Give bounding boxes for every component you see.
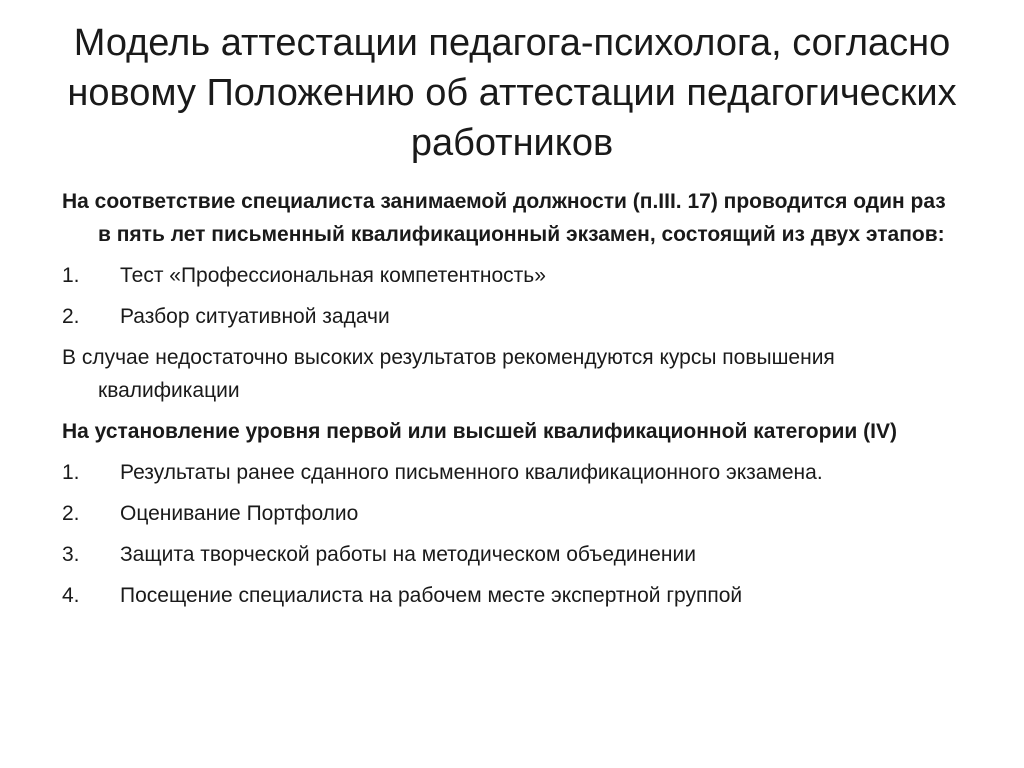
list-item-text: Разбор ситуативной задачи [120, 305, 390, 328]
list-item [62, 300, 952, 333]
list-item [62, 579, 952, 612]
list-item [62, 538, 952, 571]
section2-heading: На установление уровня первой или высшей квалификационной категории (IV) [62, 420, 897, 443]
list-item-number: 2. [62, 502, 80, 525]
list-item-text: Результаты ранее сданного письменного квалификационного экзамена. [120, 461, 823, 484]
list-item-text: Защита творческой работы на методическом объединении [120, 543, 696, 566]
list-item-text: Оценивание Портфолио [120, 502, 359, 525]
list-item-number: 1. [62, 264, 80, 287]
slide-title: Модель аттестации педагога-психолога, согласно новому Положению об аттестации педагогических работников [67, 22, 957, 164]
section1-heading: На соответствие специалиста занимаемой должности (п.III. 17) проводится один раз в пять лет письменный квалификационный экзамен, состоящий из двух этапов: [62, 190, 946, 246]
list-item-text: Посещение специалиста на рабочем месте экспертной группой [120, 584, 743, 607]
section1-note: В случае недостаточно высоких результатов рекомендуются курсы повышения квалификации [62, 346, 835, 402]
list-item [62, 456, 952, 489]
list-item [62, 497, 952, 530]
list-item-number: 1. [62, 461, 80, 484]
slide-body [62, 185, 952, 620]
list-item-number: 3. [62, 543, 80, 566]
list-item-number: 4. [62, 584, 80, 607]
list-item [62, 259, 952, 292]
list-item-number: 2. [62, 305, 80, 328]
list-item-text: Тест «Профессиональная компетентность» [120, 264, 546, 287]
